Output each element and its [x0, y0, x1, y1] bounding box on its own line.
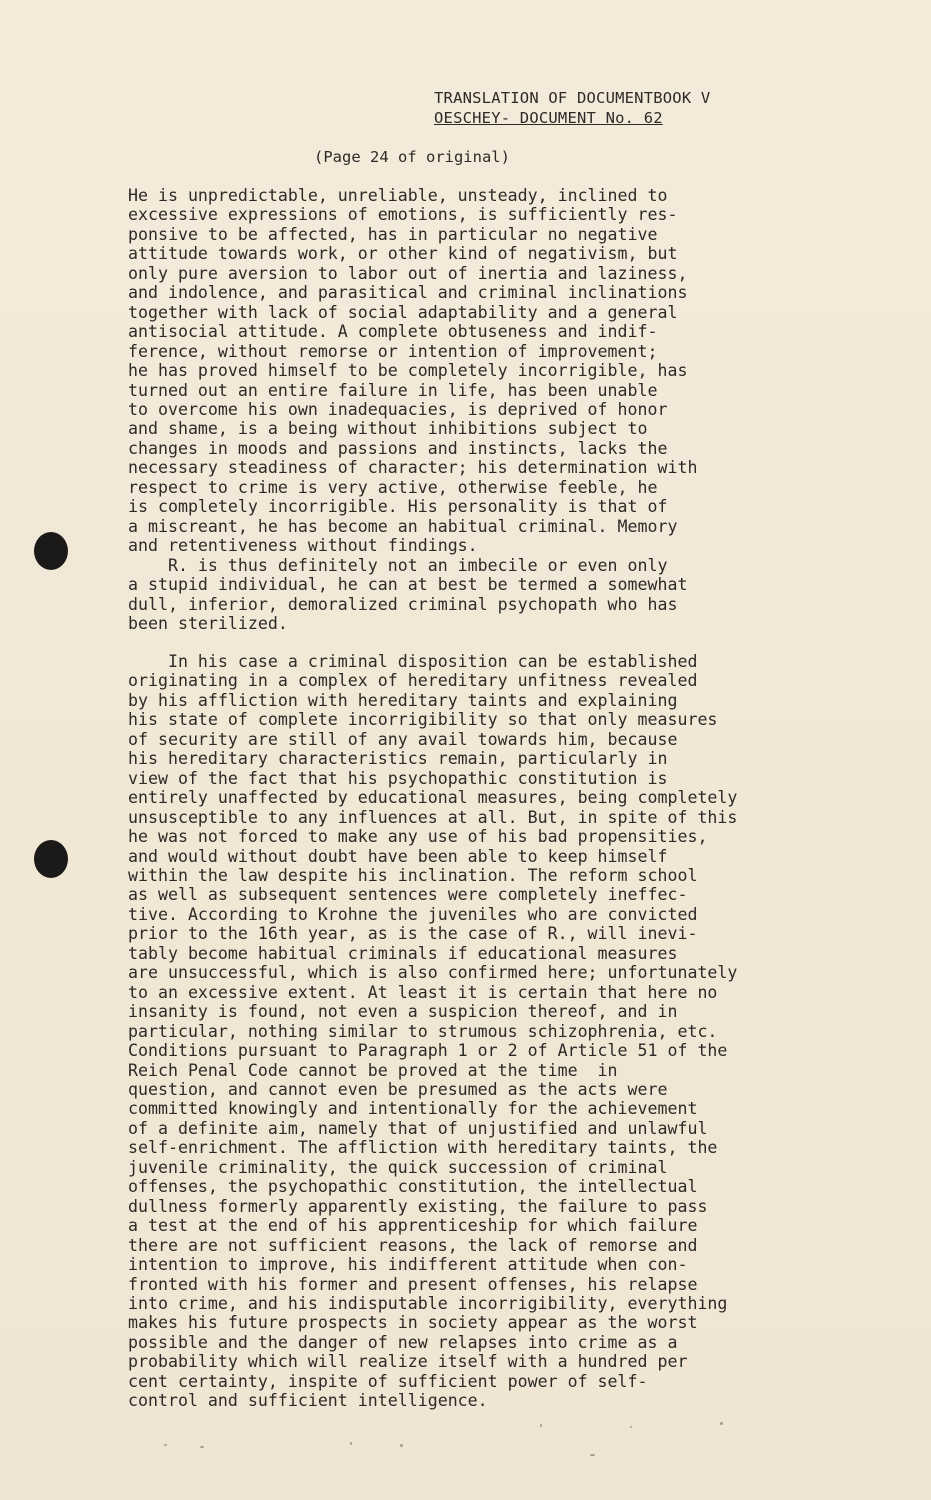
text-line: of a definite aim, namely that of unjustified and unlawful	[128, 1118, 708, 1138]
text-line: and indolence, and parasitical and criminal inclinations	[128, 283, 688, 303]
text-line: tive. According to Krohne the juveniles who are convicted	[128, 904, 698, 924]
text-line: dullness formerly apparently existing, the failure to pass	[128, 1196, 708, 1216]
text-line: antisocial attitude. A complete obtuseness and indif-	[128, 322, 658, 342]
text-line: there are not sufficient reasons, the lack of remorse and	[128, 1235, 698, 1255]
text-line: to an excessive extent. At least it is certain that here no	[128, 982, 718, 1002]
text-line: attitude towards work, or other kind of negativism, but	[128, 244, 678, 264]
text-line: probability which will realize itself with a hundred per	[128, 1352, 688, 1372]
text-line: In his case a criminal disposition can be established	[128, 652, 698, 671]
document-reference: OESCHEY- DOCUMENT No. 62	[434, 109, 663, 127]
text-line: question, and cannot even be presumed as the acts were	[128, 1079, 668, 1099]
punch-hole-top	[34, 532, 68, 570]
text-line: he was not forced to make any use of his bad propensities,	[128, 827, 708, 847]
text-line: originating in a complex of hereditary unfitness revealed	[128, 671, 698, 691]
text-line: fronted with his former and present offenses, his relapse	[128, 1274, 698, 1294]
text-line: are unsuccessful, which is also confirmed here; unfortunately	[128, 963, 738, 983]
text-line: committed knowingly and intentionally for the achievement	[128, 1099, 698, 1119]
bottom-ink-specks	[160, 1420, 780, 1470]
text-line: He is unpredictable, unreliable, unsteady, inclined to	[128, 186, 668, 205]
body-paragraph-2	[128, 652, 868, 1411]
text-line: and shame, is a being without inhibitions subject to	[128, 419, 648, 439]
text-line: dull, inferior, demoralized criminal psychopath who has	[128, 594, 678, 614]
text-line: by his affliction with hereditary taints and explaining	[128, 690, 678, 710]
translation-title: TRANSLATION OF DOCUMENTBOOK V	[434, 89, 711, 107]
text-line: insanity is found, not even a suspicion thereof, and in	[128, 1002, 678, 1022]
ink-speck	[720, 1422, 723, 1425]
text-line: he has proved himself to be completely incorrigible, has	[128, 361, 688, 381]
text-line: tably become habitual criminals if educational measures	[128, 943, 678, 963]
text-line: excessive expressions of emotions, is sufficiently res-	[128, 205, 678, 225]
text-line: necessary steadiness of character; his determination with	[128, 458, 698, 478]
text-line: unsusceptible to any influences at all. But, in spite of this	[128, 807, 738, 827]
text-line: intention to improve, his indifferent attitude when con-	[128, 1255, 688, 1275]
ink-speck	[400, 1444, 403, 1447]
text-line: offenses, the psychopathic constitution, the intellectual	[128, 1177, 698, 1197]
text-line: juvenile criminality, the quick succession of criminal	[128, 1157, 668, 1177]
ink-speck	[164, 1444, 167, 1446]
ink-speck	[630, 1426, 632, 1428]
text-line: respect to crime is very active, otherwise feeble, he	[128, 477, 658, 497]
text-line: turned out an entire failure in life, has been unable	[128, 380, 658, 400]
text-line: view of the fact that his psychopathic constitution is	[128, 768, 668, 788]
ink-speck	[590, 1454, 595, 1456]
text-line: been sterilized.	[128, 613, 288, 633]
text-line: changes in moods and passions and instincts, lacks the	[128, 438, 668, 458]
text-line: his state of complete incorrigibility so that only measures	[128, 710, 718, 730]
text-line: together with lack of social adaptability and a general	[128, 302, 678, 322]
text-line: a miscreant, he has become an habitual criminal. Memory	[128, 516, 678, 536]
ink-speck	[200, 1446, 204, 1448]
text-line: only pure aversion to labor out of inertia and laziness,	[128, 263, 688, 283]
text-line: of security are still of any avail towards him, because	[128, 729, 678, 749]
text-line: within the law despite his inclination. The reform school	[128, 865, 698, 885]
text-line: is completely incorrigible. His personality is that of	[128, 497, 668, 517]
text-line: a test at the end of his apprenticeship for which failure	[128, 1216, 698, 1236]
text-line: control and sufficient intelligence.	[128, 1391, 488, 1411]
text-line: Conditions pursuant to Paragraph 1 or 2 of Article 51 of the	[128, 1041, 728, 1061]
text-line: makes his future prospects in society appear as the worst	[128, 1313, 698, 1333]
ink-speck	[540, 1424, 542, 1427]
text-line: as well as subsequent sentences were completely ineffec-	[128, 885, 688, 905]
text-line: particular, nothing similar to strumous schizophrenia, etc.	[128, 1021, 718, 1041]
text-line: to overcome his own inadequacies, is deprived of honor	[128, 399, 668, 419]
text-line: Reich Penal Code cannot be proved at the time in	[128, 1060, 618, 1080]
text-line: self-enrichment. The affliction with hereditary taints, the	[128, 1138, 718, 1158]
text-line: and would without doubt have been able to keep himself	[128, 846, 668, 866]
body-paragraph-1	[128, 186, 868, 633]
text-line: possible and the danger of new relapses into crime as a	[128, 1332, 678, 1352]
text-line: cent certainty, inspite of sufficient power of self-	[128, 1371, 648, 1391]
text-line: R. is thus definitely not an imbecile or even only	[128, 555, 668, 575]
ink-speck	[350, 1442, 352, 1445]
punch-hole-bottom	[34, 840, 68, 878]
text-line: into crime, and his indisputable incorrigibility, everything	[128, 1293, 728, 1313]
text-line: ponsive to be affected, has in particular no negative	[128, 224, 658, 244]
original-page-reference: (Page 24 of original)	[314, 148, 510, 166]
text-line: a stupid individual, he can at best be termed a somewhat	[128, 575, 688, 595]
text-line: and retentiveness without findings.	[128, 536, 478, 556]
text-line: entirely unaffected by educational measures, being completely	[128, 788, 738, 808]
text-line: prior to the 16th year, as is the case of R., will inevi-	[128, 924, 698, 944]
document-header	[434, 88, 710, 128]
text-line: ference, without remorse or intention of improvement;	[128, 341, 658, 361]
text-line: his hereditary characteristics remain, particularly in	[128, 749, 668, 769]
